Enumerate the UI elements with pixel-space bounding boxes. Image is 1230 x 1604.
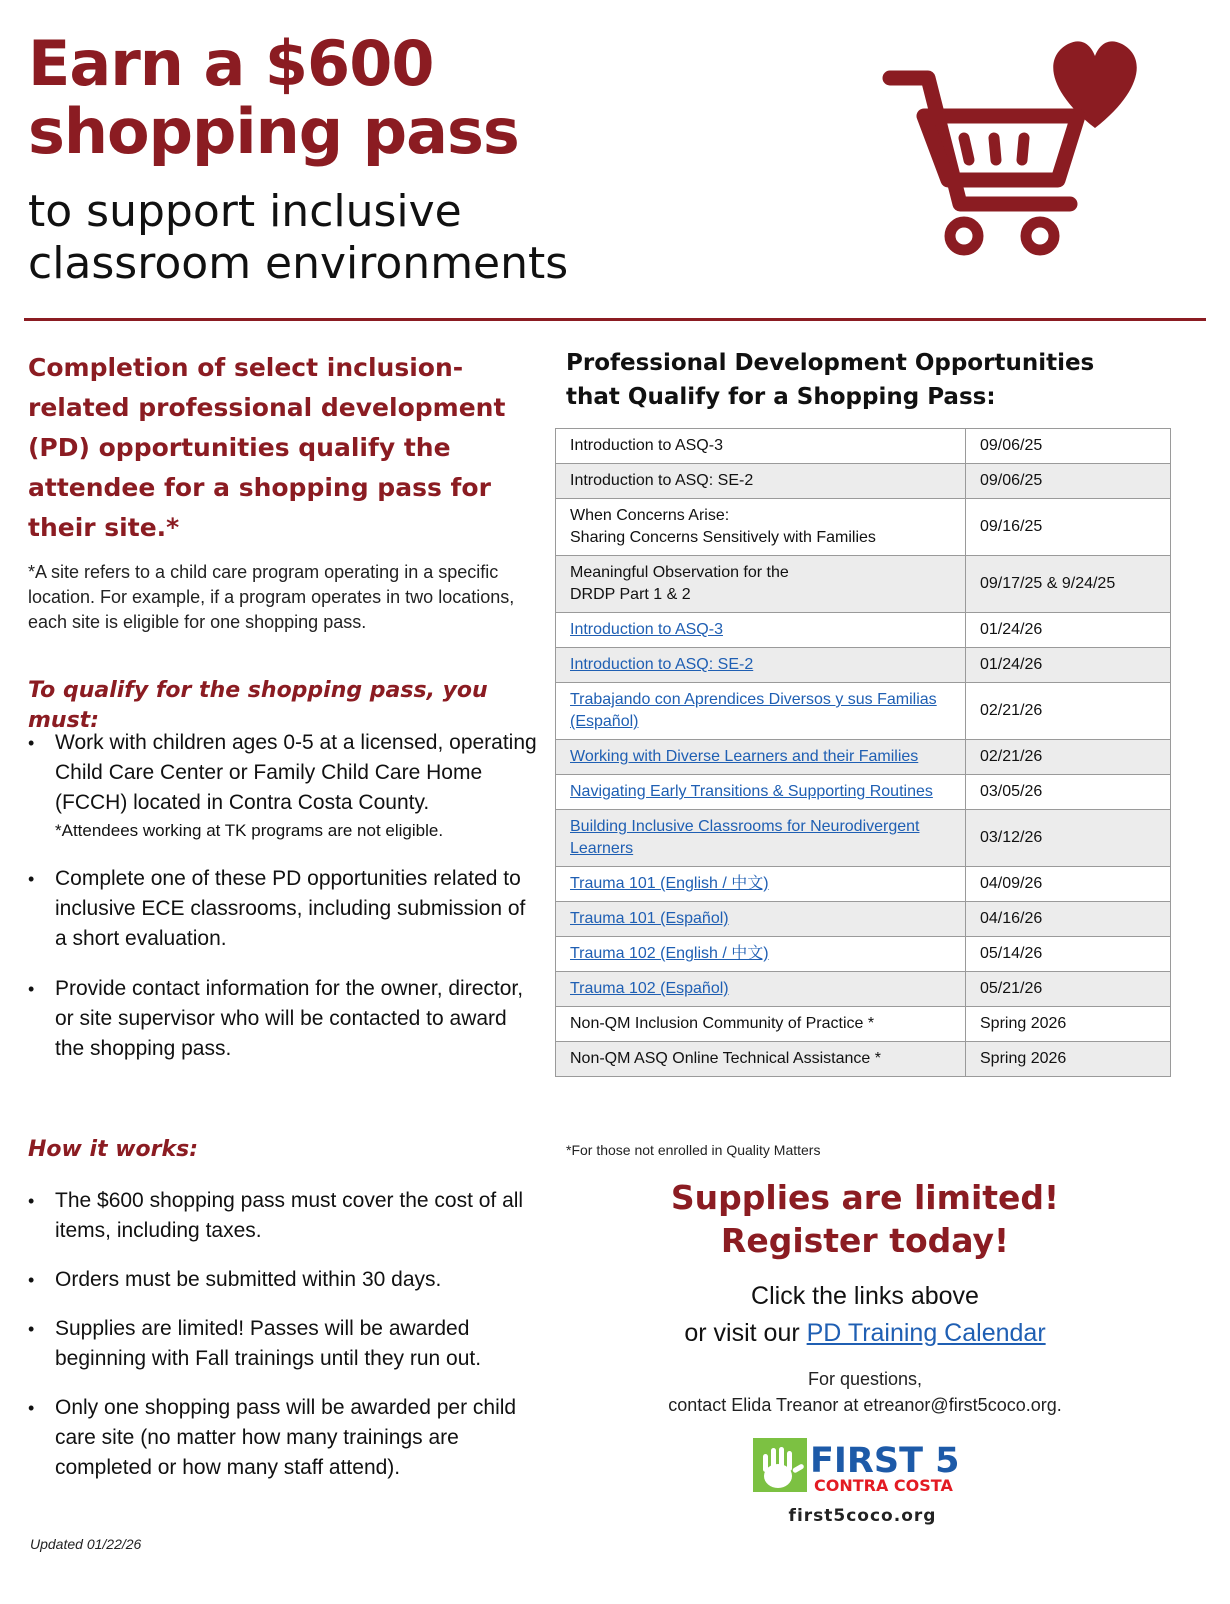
training-title-cell <box>556 902 966 937</box>
contact-info: For questions, contact Elida Treanor at etreanor@first5coco.org. <box>668 1369 1062 1415</box>
training-date: 05/21/26 <box>966 972 1171 1007</box>
training-title-cell <box>556 648 966 683</box>
calendar-prompt: Click the links above or visit our PD Training Calendar <box>684 1282 1046 1347</box>
logo-sub: CONTRA COSTA <box>814 1476 953 1495</box>
pd-table-heading: Professional Development Opportunities that Qualify for a Shopping Pass: <box>566 350 1095 410</box>
list-item: • Provide contact information for the owner, director, or site supervisor who will be contacted to award the shopping pass. <box>28 974 538 1064</box>
training-title-cell <box>556 613 966 648</box>
training-link[interactable]: Navigating Early Transitions & Supporting Routines <box>570 783 933 800</box>
training-title: Meaningful Observation for the <box>570 564 789 581</box>
training-date: 09/06/25 <box>966 429 1171 464</box>
training-date: 09/17/25 & 9/24/25 <box>966 556 1171 613</box>
list-item: • Complete one of these PD opportunities related to inclusive ECE classrooms, including submission of a short evaluation. <box>28 864 538 954</box>
training-title-line-2: Sharing Concerns Sensitively with Families <box>570 529 876 546</box>
training-date: 04/09/26 <box>966 867 1171 902</box>
list-item: • Work with children ages 0-5 at a licensed, operating Child Care Center or Family Child Care Home (FCCH) located in Contra Costa County. *Attendees working at TK programs are not eligible. <box>28 728 538 844</box>
title-line-1: Earn a $600 <box>28 27 434 100</box>
table-row <box>556 810 1171 867</box>
table-row <box>556 613 1171 648</box>
training-title: When Concerns Arise: <box>570 507 730 524</box>
training-title: Introduction to ASQ: SE-2 <box>570 472 754 489</box>
table-row <box>556 683 1171 740</box>
training-title-cell <box>556 683 966 740</box>
list-item: • The $600 shopping pass must cover the cost of all items, including taxes. <box>28 1186 538 1246</box>
training-link[interactable]: Building Inclusive Classrooms for Neurodivergent Learners <box>570 818 920 857</box>
table-row <box>556 902 1171 937</box>
table-row <box>556 1007 1171 1042</box>
tk-note: *Attendees working at TK programs are not eligible. <box>55 821 444 840</box>
table-row <box>556 556 1171 613</box>
training-title: Non-QM ASQ Online Technical Assistance * <box>570 1050 881 1067</box>
table-row <box>556 867 1171 902</box>
list-item: • Supplies are limited! Passes will be awarded beginning with Fall trainings until they run out. <box>28 1314 538 1374</box>
training-date: Spring 2026 <box>966 1007 1171 1042</box>
training-link[interactable]: Introduction to ASQ: SE-2 <box>570 656 754 673</box>
training-link[interactable]: Introduction to ASQ-3 <box>570 621 723 638</box>
list-item: • Only one shopping pass will be awarded per child care site (no matter how many trainings are completed or how many staff attend). <box>28 1393 538 1483</box>
table-row <box>556 648 1171 683</box>
training-link[interactable]: Trabajando con Aprendices Diversos y sus Familias (Español) <box>570 691 937 730</box>
training-date: 03/05/26 <box>966 775 1171 810</box>
how-it-works-heading: How it works: <box>28 1137 199 1162</box>
logo-word: FIRST 5 <box>810 1441 960 1481</box>
training-title-cell <box>556 775 966 810</box>
table-row <box>556 429 1171 464</box>
supplies-callout: Supplies are limited! Register today! <box>670 1178 1060 1260</box>
training-date: Spring 2026 <box>966 1042 1171 1077</box>
site-footnote: *A site refers to a child care program operating in a specific location. For example, if a program operates in two locations, each site is eligible for one shopping pass. <box>28 562 515 632</box>
training-link[interactable]: Trauma 101 (Español) <box>570 910 729 927</box>
training-title-cell <box>556 499 966 556</box>
training-link[interactable]: Trauma 102 (English / 中文) <box>570 945 769 962</box>
training-title-cell <box>556 1007 966 1042</box>
training-title-cell <box>556 556 966 613</box>
training-date: 05/14/26 <box>966 937 1171 972</box>
training-date: 09/16/25 <box>966 499 1171 556</box>
intro-lead: Completion of select inclusion-related professional development (PD) opportunities qualify the attendee for a shopping pass for their site.* <box>28 353 506 542</box>
page-subtitle <box>28 186 828 290</box>
table-row <box>556 740 1171 775</box>
table-row <box>556 499 1171 556</box>
training-date: 02/21/26 <box>966 683 1171 740</box>
shopping-cart-icon <box>880 28 1160 258</box>
training-title-cell <box>556 464 966 499</box>
title-line-2: shopping pass <box>28 95 519 168</box>
qualify-heading: To qualify for the shopping pass, you must: <box>28 678 488 733</box>
table-row <box>556 1042 1171 1077</box>
table-row <box>556 937 1171 972</box>
training-date: 03/12/26 <box>966 810 1171 867</box>
training-title-line-2: DRDP Part 1 & 2 <box>570 586 691 603</box>
list-item: • Orders must be submitted within 30 days. <box>28 1265 538 1295</box>
training-title-cell <box>556 972 966 1007</box>
qualify-list <box>28 728 538 1064</box>
table-row <box>556 775 1171 810</box>
training-title-cell <box>556 867 966 902</box>
subtitle-line-1: to support inclusive <box>28 186 462 237</box>
training-date: 09/06/25 <box>966 464 1171 499</box>
training-title-cell <box>556 740 966 775</box>
header-divider <box>24 318 1206 321</box>
training-title-cell <box>556 937 966 972</box>
training-link[interactable]: Trauma 102 (Español) <box>570 980 729 997</box>
training-date: 01/24/26 <box>966 648 1171 683</box>
training-date: 01/24/26 <box>966 613 1171 648</box>
how-it-works-list <box>28 1186 538 1483</box>
first5-logo <box>750 1436 975 1496</box>
updated-date: Updated 01/22/26 <box>30 1536 142 1552</box>
training-link[interactable]: Trauma 101 (English / 中文) <box>570 875 769 892</box>
table-row <box>556 464 1171 499</box>
training-date: 02/21/26 <box>966 740 1171 775</box>
training-title-cell <box>556 810 966 867</box>
training-date: 04/16/26 <box>966 902 1171 937</box>
table-footnote: *For those not enrolled in Quality Matters <box>566 1142 821 1158</box>
training-title-cell <box>556 1042 966 1077</box>
subtitle-line-2: classroom environments <box>28 238 569 289</box>
training-title: Non-QM Inclusion Community of Practice * <box>570 1015 875 1032</box>
training-title: Introduction to ASQ-3 <box>570 437 723 454</box>
pd-opportunities-table <box>555 428 1171 1077</box>
table-row <box>556 972 1171 1007</box>
site-url: first5coco.org <box>788 1506 937 1526</box>
training-link[interactable]: Working with Diverse Learners and their Families <box>570 748 919 765</box>
training-title-cell <box>556 429 966 464</box>
page-title <box>28 27 728 168</box>
pd-training-calendar-link[interactable]: PD Training Calendar <box>806 1319 1046 1347</box>
